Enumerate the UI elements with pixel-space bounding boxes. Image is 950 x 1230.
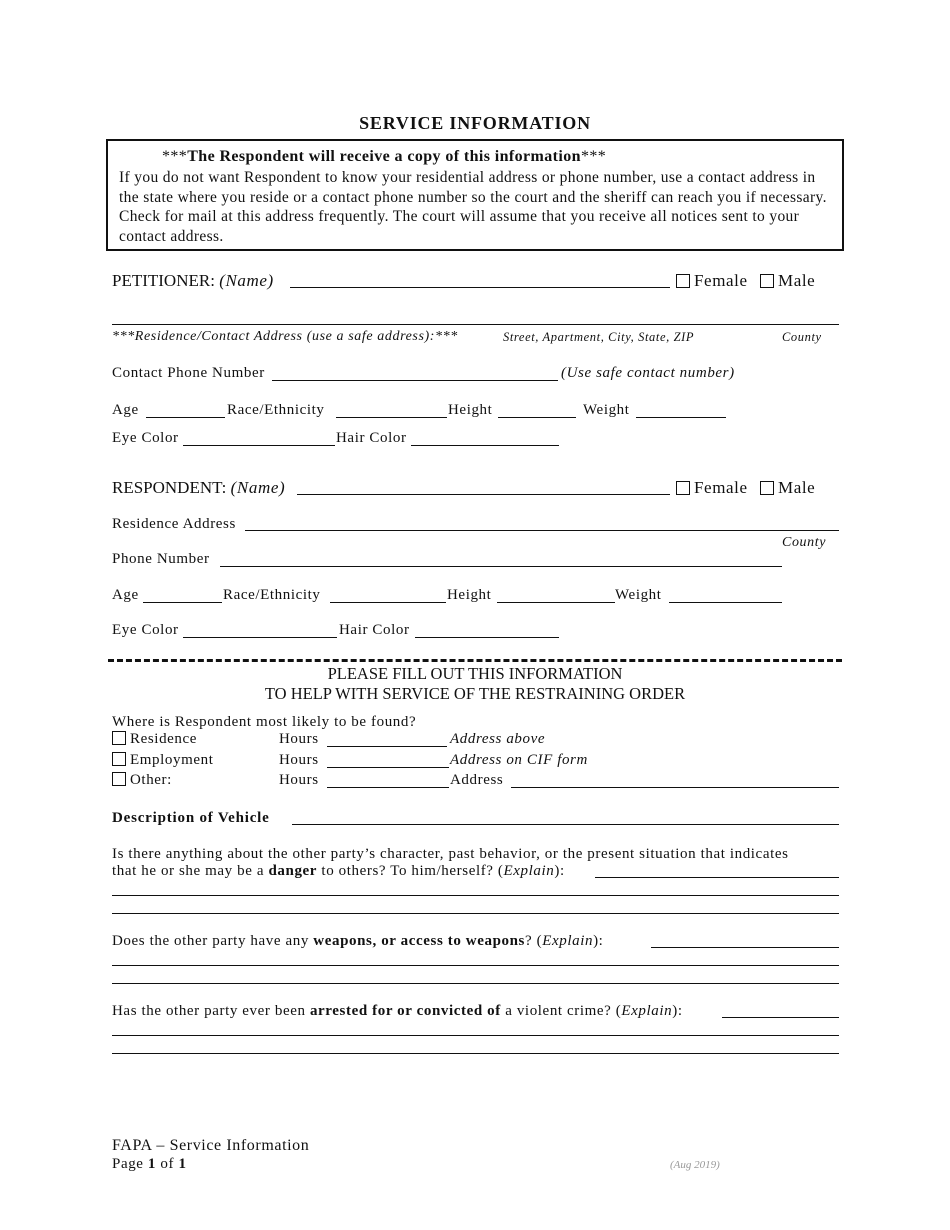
petitioner-phone-field[interactable]	[272, 380, 558, 381]
other-hours-field[interactable]	[327, 787, 449, 788]
respondent-hair-label: Hair Color	[339, 622, 410, 638]
petitioner-male-option[interactable]: Male	[760, 271, 815, 291]
petitioner-eye-label: Eye Color	[112, 430, 179, 446]
notice-heading: ***The Respondent will receive a copy of this information***	[162, 148, 607, 165]
respondent-label: RESPONDENT: (Name)	[112, 478, 286, 497]
petitioner-race-field[interactable]	[336, 417, 447, 418]
respondent-age-field[interactable]	[143, 602, 222, 603]
other-address-label: Address	[450, 772, 504, 788]
petitioner-weight-label: Weight	[583, 402, 630, 418]
respondent-male-checkbox[interactable]	[760, 481, 774, 495]
respondent-phone-field[interactable]	[220, 566, 782, 567]
petitioner-county-label: County	[782, 330, 822, 344]
petitioner-label: PETITIONER: (Name)	[112, 271, 274, 290]
page-title: SERVICE INFORMATION	[359, 113, 591, 133]
petitioner-weight-field[interactable]	[636, 417, 726, 418]
petitioner-phone-label: Contact Phone Number	[112, 365, 265, 381]
petitioner-height-label: Height	[448, 402, 493, 418]
petitioner-address-field[interactable]	[112, 324, 839, 325]
petitioner-hair-field[interactable]	[411, 445, 559, 446]
residence-hours-label: Hours	[279, 731, 319, 747]
other-address-field[interactable]	[511, 787, 839, 788]
petitioner-name-field[interactable]	[290, 287, 670, 288]
other-hours-label: Hours	[279, 772, 319, 788]
arrest-answer-line-3[interactable]	[112, 1053, 839, 1054]
petitioner-female-option[interactable]: Female	[676, 271, 748, 291]
respondent-weight-field[interactable]	[669, 602, 782, 603]
respondent-county-label: County	[782, 535, 827, 550]
respondent-phone-label: Phone Number	[112, 551, 210, 567]
respondent-height-field[interactable]	[497, 602, 615, 603]
respondent-male-option[interactable]: Male	[760, 478, 815, 498]
petitioner-age-label: Age	[112, 402, 139, 418]
danger-answer-line-2[interactable]	[112, 895, 839, 896]
arrest-answer-line-2[interactable]	[112, 1035, 839, 1036]
residence-hours-field[interactable]	[327, 746, 447, 747]
footer-page-number: Page 1 of 1	[112, 1156, 187, 1172]
employment-checkbox[interactable]	[112, 752, 126, 766]
weapons-answer-line-3[interactable]	[112, 983, 839, 984]
arrest-answer-line-1[interactable]	[722, 1017, 839, 1018]
danger-question-line2: that he or she may be a danger to others? To him/herself? (Explain):	[112, 863, 565, 879]
petitioner-female-checkbox[interactable]	[676, 274, 690, 288]
other-checkbox[interactable]	[112, 772, 126, 786]
footer-revision-date: (Aug 2019)	[670, 1159, 720, 1171]
weapons-answer-line-2[interactable]	[112, 965, 839, 966]
arrest-question: Has the other party ever been arrested for or convicted of a violent crime? (Explain):	[112, 1003, 683, 1019]
petitioner-address-hint: Street, Apartment, City, State, ZIP	[503, 330, 695, 344]
respondent-hair-field[interactable]	[415, 637, 559, 638]
respondent-race-field[interactable]	[330, 602, 446, 603]
respondent-address-field[interactable]	[245, 530, 839, 531]
footer-form-name: FAPA – Service Information	[112, 1137, 310, 1154]
petitioner-race-label: Race/Ethnicity	[227, 402, 325, 418]
vehicle-label: Description of Vehicle	[112, 810, 270, 826]
danger-question-line1: Is there anything about the other party’s character, past behavior, or the present situation that indicates	[112, 846, 789, 862]
vehicle-field[interactable]	[292, 824, 839, 825]
residence-address-hint: Address above	[450, 731, 546, 747]
danger-answer-line-3[interactable]	[112, 913, 839, 914]
petitioner-age-field[interactable]	[146, 417, 225, 418]
respondent-age-label: Age	[112, 587, 139, 603]
respondent-address-label: Residence Address	[112, 516, 236, 532]
respondent-height-label: Height	[447, 587, 492, 603]
danger-answer-line-1[interactable]	[595, 877, 839, 878]
respondent-eye-field[interactable]	[183, 637, 337, 638]
petitioner-hair-label: Hair Color	[336, 430, 407, 446]
respondent-eye-label: Eye Color	[112, 622, 179, 638]
petitioner-address-label: ***Residence/Contact Address (use a safe address):***	[112, 329, 458, 344]
petitioner-male-checkbox[interactable]	[760, 274, 774, 288]
petitioner-phone-hint: (Use safe contact number)	[561, 365, 735, 381]
weapons-answer-line-1[interactable]	[651, 947, 839, 948]
respondent-female-checkbox[interactable]	[676, 481, 690, 495]
location-residence-option[interactable]: Residence	[112, 731, 197, 748]
respondent-weight-label: Weight	[615, 587, 662, 603]
respondent-name-field[interactable]	[297, 494, 670, 495]
petitioner-eye-field[interactable]	[183, 445, 335, 446]
employment-hours-label: Hours	[279, 752, 319, 768]
service-heading-2: TO HELP WITH SERVICE OF THE RESTRAINING ORDER	[264, 684, 686, 703]
respondent-female-option[interactable]: Female	[676, 478, 748, 498]
respondent-race-label: Race/Ethnicity	[223, 587, 321, 603]
section-divider	[108, 659, 842, 662]
employment-hours-field[interactable]	[327, 767, 449, 768]
notice-body: If you do not want Respondent to know your residential address or phone number, use a contact address in the state where you reside or a contact phone number so the court and the sheriff can reach you if necessary. Check for mail at this address frequently. The court will assume that you receive all notices sent to your contact address.	[119, 169, 827, 246]
notice-box	[106, 139, 844, 251]
weapons-question: Does the other party have any weapons, or access to weapons? (Explain):	[112, 933, 604, 949]
petitioner-height-field[interactable]	[498, 417, 576, 418]
residence-checkbox[interactable]	[112, 731, 126, 745]
location-other-option[interactable]: Other:	[112, 772, 172, 789]
location-employment-option[interactable]: Employment	[112, 752, 214, 769]
service-heading-1: PLEASE FILL OUT THIS INFORMATION	[327, 664, 623, 683]
location-question: Where is Respondent most likely to be found?	[112, 714, 417, 730]
employment-address-hint: Address on CIF form	[450, 752, 588, 768]
